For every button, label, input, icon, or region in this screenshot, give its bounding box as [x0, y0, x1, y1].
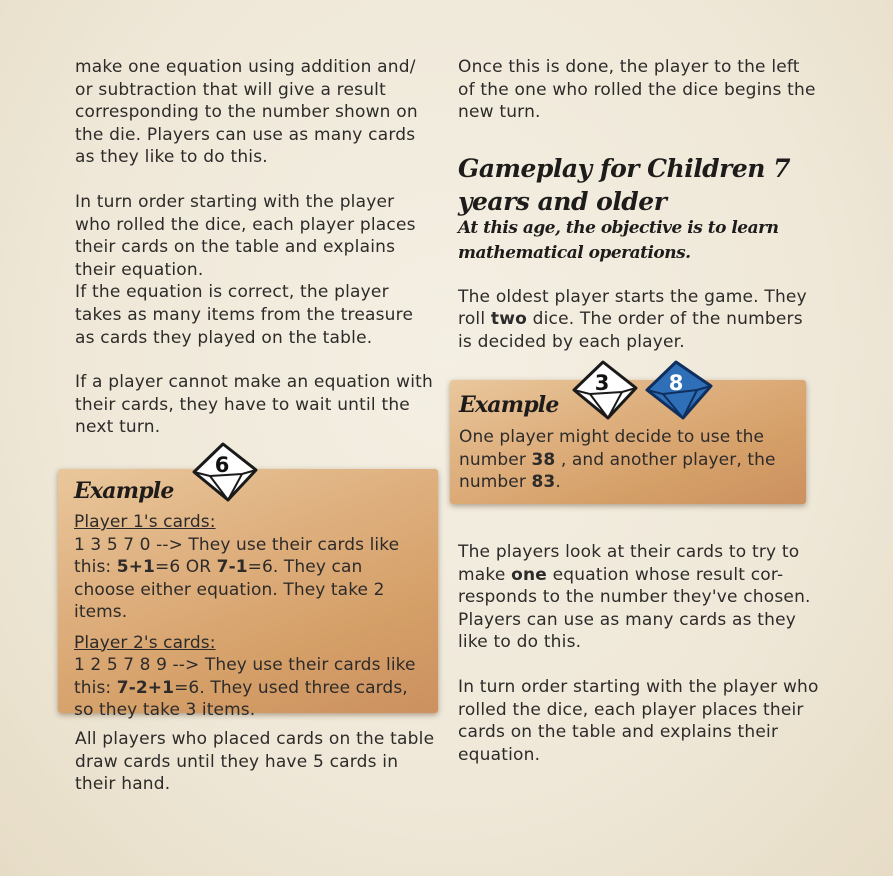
svg-text:8: 8 — [668, 371, 684, 395]
right-paragraph-4: In turn order starting with the player who rolled the dice, each player places their cards on the table and explains their equation. — [458, 676, 819, 765]
die-three-icon — [570, 360, 640, 420]
left-footer — [75, 728, 435, 796]
left-paragraph-3: If a player cannot make an equation with their cards, they have to wait until the next turn. — [75, 372, 434, 438]
right-example-text: One player might decide to use the number 38 , and another player, the number 83. — [459, 427, 776, 492]
left-paragraph-1: make one equation using addition and/ or subtraction that will give a result corresponding to the number shown on the die. Players can use as many cards as they like to do this. — [75, 57, 418, 168]
right-lower — [458, 541, 820, 766]
player2-cards: 1 2 5 7 8 9 --> They use their cards like this: 7-2+1=6. They used three cards, so they take 3 items. — [74, 655, 416, 720]
left-paragraph-2b: If the equation is correct, the player takes as many items from the treasure as cards they played on the table. — [75, 282, 414, 348]
player2-label: Player 2's cards: — [74, 632, 216, 653]
section-heading: Gameplay for Children 7 years and older — [458, 153, 791, 216]
left-example-box — [58, 469, 438, 720]
die-eight-icon — [643, 360, 715, 420]
right-paragraph-1: Once this is done, the player to the left of the one who rolled the dice begins the new turn. — [458, 57, 816, 123]
right-paragraph-3: The players look at their cards to try to make one equation whose result cor-responds to the number they've chosen. Players can use as many cards as they like to do this. — [458, 542, 811, 653]
svg-text:6: 6 — [214, 453, 230, 477]
player1-cards: 1 3 5 7 0 --> They use their cards like this: 5+1=6 OR 7-1=6. They can choose either equation. They take 2 items. — [74, 534, 400, 622]
right-example-title: Example — [459, 392, 559, 418]
player1-label: Player 1's cards: — [74, 512, 216, 532]
left-example-title: Example — [74, 478, 174, 504]
die-six-icon — [190, 442, 260, 502]
right-column — [458, 56, 820, 354]
svg-text:3: 3 — [594, 371, 610, 395]
right-paragraph-2: The oldest player starts the game. They roll two dice. The order of the numbers is decided by each player. — [458, 286, 807, 352]
section-subheading: At this age, the objective is to learn mathematical operations. — [458, 217, 779, 263]
left-column — [75, 56, 435, 439]
left-paragraph-2a: In turn order starting with the player who rolled the dice, each player places their cards on the table and explains their equation. — [75, 191, 416, 280]
left-example-text — [74, 511, 426, 722]
left-paragraph-4: All players who placed cards on the table draw cards until they have 5 cards in their hand. — [75, 729, 435, 795]
